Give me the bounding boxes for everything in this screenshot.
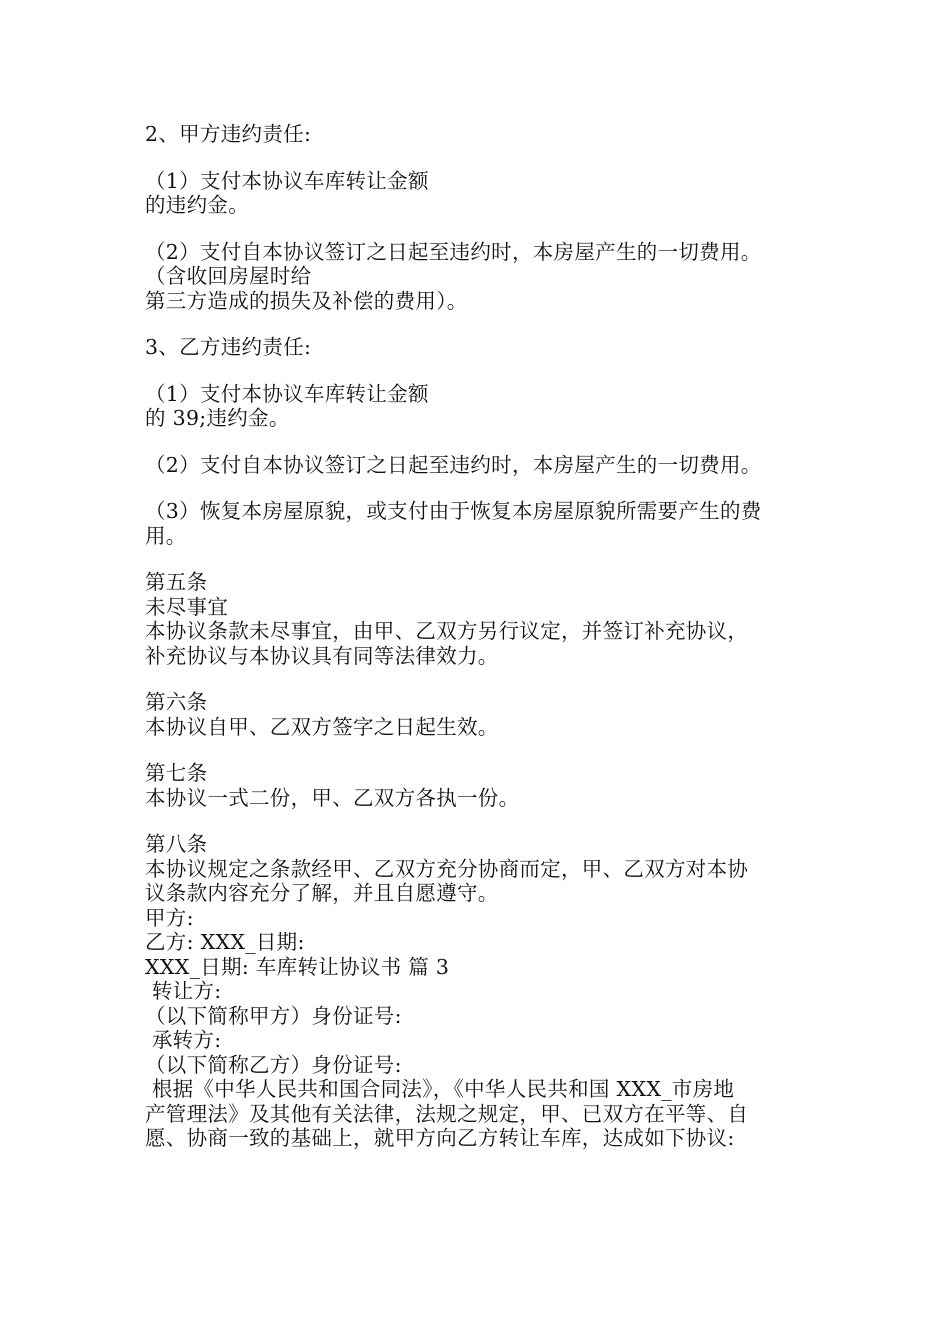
text-line: （1）支付本协议车库转让金额 [145,381,429,406]
text-line: 根据《中华人民共和国合同法》，《中华人民共和国 XXX_市房地 [145,1077,735,1101]
paragraph-gap [145,147,815,169]
paragraph-gap [145,360,815,382]
text-line: （2）支付自本协议签订之日起至违约时，本房屋产生的一切费用。 [145,452,762,477]
section-heading: 第五条 [145,570,208,594]
text-line: （以下简称甲方）身份证号: [145,1003,402,1028]
text-line: 的 39;违约金。 [145,406,290,430]
text-line: （2）支付自本协议签订之日起至违约时，本房屋产生的一切费用。 [145,239,762,264]
text-line: 未尽事宜 [145,594,229,619]
text-line: 用。 [145,523,187,548]
text-line: 补充协议与本协议具有同等法律效力。 [145,643,499,668]
text-line: 本协议条款未尽事宜，由甲、乙双方另行议定，并签订补充协议， [145,619,749,643]
paragraph-gap [145,431,815,453]
paragraph-gap [145,810,815,832]
section-heading: 第八条 [145,832,208,856]
text-line: （1）支付本协议车库转让金额 [145,168,429,193]
text-line: 乙方: XXX_日期: [145,930,305,954]
text-line: 愿、协商一致的基础上，就甲方向乙方转让车库，达成如下协议: [145,1126,735,1150]
text-line: 甲方: [145,905,194,930]
text-line: （以下简称乙方）身份证号: [145,1052,402,1077]
paragraph-gap [145,313,815,335]
text-line: 的违约金。 [145,193,249,217]
text-line: 产管理法》及其他有关法律，法规之规定，甲、已双方在平等、自 [145,1101,749,1126]
text-line: （含收回房屋时给 [145,264,312,288]
section-heading: 第七条 [145,761,208,785]
text-line: 第三方造成的损失及补偿的费用）。 [145,288,468,313]
text-line: 本协议一式二份，甲、乙双方各执一份。 [145,785,520,810]
text-line: 本协议自甲、乙双方签字之日起生效。 [145,714,499,739]
text-line: 转让方: [145,979,222,1003]
text-line: 3、乙方违约责任: [145,335,312,359]
paragraph-gap [145,477,815,499]
text-line: 承转方: [145,1028,222,1052]
paragraph-gap [145,668,815,690]
document-body [145,122,815,1151]
text-line: XXX_日期: 车库转让协议书 篇 3 [145,954,450,979]
text-line: 本协议规定之条款经甲、乙双方充分协商而定，甲、乙双方对本协 [145,856,749,881]
text-line: 议条款内容充分了解，并且自愿遵守。 [145,881,499,905]
section-heading: 第六条 [145,690,208,714]
text-line: （3）恢复本房屋原貌，或支付由于恢复本房屋原貌所需要产生的费 [145,499,762,523]
paragraph-gap [145,548,815,570]
text-line: 2、甲方违约责任: [145,122,312,146]
paragraph-gap [145,218,815,240]
paragraph-gap [145,739,815,761]
